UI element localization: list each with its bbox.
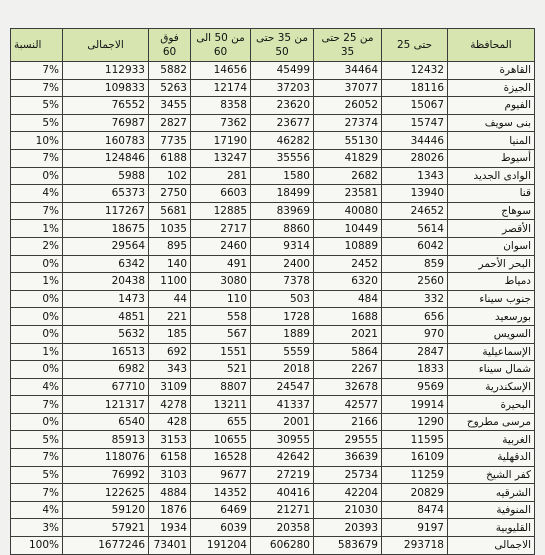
cell-50-60: 8358: [191, 97, 251, 115]
cell-25-35: 34464: [314, 62, 382, 80]
table-row: [11, 378, 535, 396]
cell-50-60: 17190: [191, 132, 251, 150]
header-50-60: من 50 الى 60: [191, 29, 251, 62]
cell-governorate: دمياط: [448, 273, 535, 291]
cell-25-35: 37077: [314, 79, 382, 97]
header-row: [11, 29, 535, 62]
cell-25-35: 484: [314, 290, 382, 308]
cell-percentage: 7%: [11, 202, 63, 220]
table-row: [11, 149, 535, 167]
cell-total: 67710: [63, 378, 149, 396]
cell-50-60: 6039: [191, 519, 251, 537]
cell-50-60: 567: [191, 325, 251, 343]
cell-under-25: 8474: [382, 501, 448, 519]
cell-total: 122625: [63, 484, 149, 502]
cell-percentage: 0%: [11, 255, 63, 273]
cell-governorate: المنوفية: [448, 501, 535, 519]
cell-percentage: 4%: [11, 501, 63, 519]
cell-25-35: 2021: [314, 325, 382, 343]
cell-total: 76552: [63, 97, 149, 115]
table-row: [11, 202, 535, 220]
cell-total: 85913: [63, 431, 149, 449]
cell-under-25: 11259: [382, 466, 448, 484]
cell-25-35: 40080: [314, 202, 382, 220]
cell-35-50: 2400: [251, 255, 314, 273]
cell-25-35: 26052: [314, 97, 382, 115]
cell-25-35: 25734: [314, 466, 382, 484]
cell-percentage: 2%: [11, 237, 63, 255]
cell-percentage: 10%: [11, 132, 63, 150]
table-row: [11, 325, 535, 343]
cell-percentage: 1%: [11, 220, 63, 238]
cell-50-60: 655: [191, 413, 251, 431]
cell-under-25: 2847: [382, 343, 448, 361]
cell-over-60: 102: [149, 167, 191, 185]
cell-25-35: 41829: [314, 149, 382, 167]
cell-25-35: 27374: [314, 114, 382, 132]
cell-total: 6982: [63, 361, 149, 379]
cell-governorate: الشرقيه: [448, 484, 535, 502]
cell-50-60: 558: [191, 308, 251, 326]
cell-percentage: 0%: [11, 325, 63, 343]
cell-25-35: 29555: [314, 431, 382, 449]
cell-35-50: 24547: [251, 378, 314, 396]
cell-25-35: 2267: [314, 361, 382, 379]
cell-35-50: 1728: [251, 308, 314, 326]
cell-total: 76992: [63, 466, 149, 484]
cell-under-25: 24652: [382, 202, 448, 220]
cell-35-50: 45499: [251, 62, 314, 80]
cell-total: 76987: [63, 114, 149, 132]
cell-total: 29564: [63, 237, 149, 255]
cell-percentage: 7%: [11, 396, 63, 414]
table-row: [11, 484, 535, 502]
cell-governorate: الوادى الجديد: [448, 167, 535, 185]
cell-percentage: 3%: [11, 519, 63, 537]
cell-35-50: 2018: [251, 361, 314, 379]
table-row: [11, 308, 535, 326]
cell-under-25: 34446: [382, 132, 448, 150]
cell-over-60: 2827: [149, 114, 191, 132]
cell-50-60: 16528: [191, 449, 251, 467]
cell-35-50: 7378: [251, 273, 314, 291]
cell-total: 6342: [63, 255, 149, 273]
cell-total: 121317: [63, 396, 149, 414]
cell-50-60: 281: [191, 167, 251, 185]
cell-35-50: 37203: [251, 79, 314, 97]
cell-under-25: 9197: [382, 519, 448, 537]
cell-total: 57921: [63, 519, 149, 537]
cell-over-60: 221: [149, 308, 191, 326]
cell-over-60: 3455: [149, 97, 191, 115]
cell-percentage: 1%: [11, 273, 63, 291]
table-row: [11, 62, 535, 80]
cell-percentage: 5%: [11, 431, 63, 449]
cell-25-35: 55130: [314, 132, 382, 150]
cell-percentage: 0%: [11, 167, 63, 185]
cell-total: 124846: [63, 149, 149, 167]
cell-35-50: 40416: [251, 484, 314, 502]
cell-total: 20438: [63, 273, 149, 291]
cell-over-60: 5882: [149, 62, 191, 80]
cell-under-25: 18116: [382, 79, 448, 97]
cell-35-50: 21271: [251, 501, 314, 519]
cell-under-25: 1343: [382, 167, 448, 185]
table-row: [11, 449, 535, 467]
table-row: [11, 220, 535, 238]
cell-under-25: 656: [382, 308, 448, 326]
cell-governorate: القاهرة: [448, 62, 535, 80]
cell-governorate: الفيوم: [448, 97, 535, 115]
cell-governorate: جنوب سيناء: [448, 290, 535, 308]
cell-total: 117267: [63, 202, 149, 220]
cell-over-60: 343: [149, 361, 191, 379]
cell-over-60: 6158: [149, 449, 191, 467]
total-cell-percentage: 100%: [11, 537, 63, 555]
cell-over-60: 3103: [149, 466, 191, 484]
cell-under-25: 16109: [382, 449, 448, 467]
cell-total: 109833: [63, 79, 149, 97]
cell-percentage: 7%: [11, 62, 63, 80]
total-cell-25-35: 583679: [314, 537, 382, 555]
cell-50-60: 10655: [191, 431, 251, 449]
header-under-25: حتى 25: [382, 29, 448, 62]
cell-under-25: 970: [382, 325, 448, 343]
table-row: [11, 431, 535, 449]
cell-over-60: 1100: [149, 273, 191, 291]
header-35-50: من 35 حتى 50: [251, 29, 314, 62]
cell-35-50: 5559: [251, 343, 314, 361]
cell-50-60: 2717: [191, 220, 251, 238]
cell-governorate: اسوان: [448, 237, 535, 255]
cell-under-25: 13940: [382, 185, 448, 203]
cell-50-60: 12174: [191, 79, 251, 97]
cell-over-60: 428: [149, 413, 191, 431]
cell-35-50: 41337: [251, 396, 314, 414]
cell-over-60: 140: [149, 255, 191, 273]
cell-35-50: 8860: [251, 220, 314, 238]
cell-over-60: 895: [149, 237, 191, 255]
cell-25-35: 42204: [314, 484, 382, 502]
cell-total: 59120: [63, 501, 149, 519]
table-row: [11, 361, 535, 379]
cell-total: 112933: [63, 62, 149, 80]
cell-35-50: 27219: [251, 466, 314, 484]
cell-governorate: الجيزة: [448, 79, 535, 97]
cell-total: 16513: [63, 343, 149, 361]
cell-25-35: 6320: [314, 273, 382, 291]
cell-35-50: 9314: [251, 237, 314, 255]
cell-governorate: بنى سويف: [448, 114, 535, 132]
cell-35-50: 1580: [251, 167, 314, 185]
cell-under-25: 12432: [382, 62, 448, 80]
cell-35-50: 46282: [251, 132, 314, 150]
cell-25-35: 32678: [314, 378, 382, 396]
table-row: [11, 114, 535, 132]
cell-35-50: 23620: [251, 97, 314, 115]
cell-under-25: 11595: [382, 431, 448, 449]
cell-50-60: 3080: [191, 273, 251, 291]
cell-under-25: 1833: [382, 361, 448, 379]
cell-percentage: 7%: [11, 79, 63, 97]
cell-50-60: 110: [191, 290, 251, 308]
cell-percentage: 0%: [11, 308, 63, 326]
total-cell-governorate: الاجمالى: [448, 537, 535, 555]
table-row: [11, 501, 535, 519]
cell-under-25: 859: [382, 255, 448, 273]
cell-percentage: 7%: [11, 449, 63, 467]
cell-percentage: 5%: [11, 466, 63, 484]
cell-35-50: 2001: [251, 413, 314, 431]
cell-governorate: الإسماعيلية: [448, 343, 535, 361]
cell-over-60: 7735: [149, 132, 191, 150]
cell-total: 5988: [63, 167, 149, 185]
cell-over-60: 692: [149, 343, 191, 361]
cell-total: 1473: [63, 290, 149, 308]
cell-35-50: 1889: [251, 325, 314, 343]
cell-percentage: 5%: [11, 114, 63, 132]
governorate-age-table: [10, 28, 535, 555]
cell-under-25: 5614: [382, 220, 448, 238]
cell-25-35: 23581: [314, 185, 382, 203]
cell-governorate: الدقهلية: [448, 449, 535, 467]
cell-35-50: 42642: [251, 449, 314, 467]
cell-percentage: 5%: [11, 97, 63, 115]
cell-50-60: 6469: [191, 501, 251, 519]
table-row: [11, 167, 535, 185]
cell-governorate: القليوبية: [448, 519, 535, 537]
cell-50-60: 8807: [191, 378, 251, 396]
table-row: [11, 237, 535, 255]
cell-35-50: 35556: [251, 149, 314, 167]
table-row: [11, 519, 535, 537]
cell-25-35: 2166: [314, 413, 382, 431]
cell-50-60: 9677: [191, 466, 251, 484]
cell-35-50: 23677: [251, 114, 314, 132]
cell-percentage: 0%: [11, 290, 63, 308]
cell-governorate: البحر الأحمر: [448, 255, 535, 273]
cell-25-35: 36639: [314, 449, 382, 467]
table-row: [11, 343, 535, 361]
header-over-60: فوق 60: [149, 29, 191, 62]
table-row: [11, 97, 535, 115]
header-percentage: النسبة: [11, 29, 63, 62]
cell-percentage: 4%: [11, 378, 63, 396]
cell-percentage: 0%: [11, 413, 63, 431]
table-row: [11, 466, 535, 484]
cell-under-25: 28026: [382, 149, 448, 167]
cell-governorate: المنيا: [448, 132, 535, 150]
cell-over-60: 2750: [149, 185, 191, 203]
cell-over-60: 185: [149, 325, 191, 343]
cell-governorate: قنا: [448, 185, 535, 203]
cell-total: 118076: [63, 449, 149, 467]
cell-50-60: 1551: [191, 343, 251, 361]
cell-under-25: 332: [382, 290, 448, 308]
cell-under-25: 2560: [382, 273, 448, 291]
total-cell-under-25: 293718: [382, 537, 448, 555]
table-row: [11, 413, 535, 431]
cell-25-35: 2682: [314, 167, 382, 185]
cell-over-60: 44: [149, 290, 191, 308]
cell-total: 65373: [63, 185, 149, 203]
cell-35-50: 503: [251, 290, 314, 308]
cell-25-35: 42577: [314, 396, 382, 414]
cell-governorate: الغربية: [448, 431, 535, 449]
cell-under-25: 9569: [382, 378, 448, 396]
cell-25-35: 10449: [314, 220, 382, 238]
cell-percentage: 0%: [11, 361, 63, 379]
cell-50-60: 2460: [191, 237, 251, 255]
table-row: [11, 273, 535, 291]
cell-50-60: 14656: [191, 62, 251, 80]
cell-50-60: 521: [191, 361, 251, 379]
table-row: [11, 185, 535, 203]
total-row: [11, 537, 535, 555]
cell-under-25: 15747: [382, 114, 448, 132]
cell-percentage: 1%: [11, 343, 63, 361]
cell-total: 4851: [63, 308, 149, 326]
cell-50-60: 491: [191, 255, 251, 273]
cell-over-60: 4278: [149, 396, 191, 414]
total-cell-total: 1677246: [63, 537, 149, 555]
table-header: [11, 29, 535, 62]
cell-total: 5632: [63, 325, 149, 343]
cell-50-60: 13211: [191, 396, 251, 414]
cell-over-60: 1876: [149, 501, 191, 519]
total-cell-over-60: 73401: [149, 537, 191, 555]
cell-25-35: 20393: [314, 519, 382, 537]
cell-under-25: 19914: [382, 396, 448, 414]
cell-50-60: 7362: [191, 114, 251, 132]
cell-25-35: 1688: [314, 308, 382, 326]
cell-35-50: 30955: [251, 431, 314, 449]
data-table-container: [10, 28, 534, 555]
cell-50-60: 12885: [191, 202, 251, 220]
cell-governorate: سوهاج: [448, 202, 535, 220]
cell-over-60: 6188: [149, 149, 191, 167]
header-total: الاجمالى: [63, 29, 149, 62]
table-row: [11, 255, 535, 273]
table-row: [11, 79, 535, 97]
cell-over-60: 1035: [149, 220, 191, 238]
total-cell-35-50: 606280: [251, 537, 314, 555]
cell-50-60: 13247: [191, 149, 251, 167]
cell-over-60: 5263: [149, 79, 191, 97]
cell-governorate: مرسى مطروح: [448, 413, 535, 431]
cell-35-50: 83969: [251, 202, 314, 220]
cell-25-35: 5864: [314, 343, 382, 361]
cell-over-60: 3153: [149, 431, 191, 449]
cell-under-25: 1290: [382, 413, 448, 431]
cell-under-25: 15067: [382, 97, 448, 115]
cell-total: 18675: [63, 220, 149, 238]
cell-50-60: 6603: [191, 185, 251, 203]
table-body: [11, 62, 535, 555]
cell-over-60: 4884: [149, 484, 191, 502]
cell-governorate: أسيوط: [448, 149, 535, 167]
cell-over-60: 3109: [149, 378, 191, 396]
cell-25-35: 10889: [314, 237, 382, 255]
header-25-35: من 25 حتى 35: [314, 29, 382, 62]
total-cell-50-60: 191204: [191, 537, 251, 555]
cell-total: 160783: [63, 132, 149, 150]
cell-governorate: البحيرة: [448, 396, 535, 414]
cell-percentage: 7%: [11, 484, 63, 502]
cell-over-60: 1934: [149, 519, 191, 537]
table-row: [11, 396, 535, 414]
table-row: [11, 132, 535, 150]
table-row: [11, 290, 535, 308]
header-governorate: المحافظة: [448, 29, 535, 62]
cell-over-60: 5681: [149, 202, 191, 220]
cell-governorate: الأقصر: [448, 220, 535, 238]
cell-under-25: 20829: [382, 484, 448, 502]
cell-35-50: 18499: [251, 185, 314, 203]
cell-under-25: 6042: [382, 237, 448, 255]
cell-total: 6540: [63, 413, 149, 431]
cell-governorate: بورسعيد: [448, 308, 535, 326]
cell-25-35: 21030: [314, 501, 382, 519]
cell-percentage: 4%: [11, 185, 63, 203]
cell-governorate: كفر الشيخ: [448, 466, 535, 484]
cell-governorate: السويس: [448, 325, 535, 343]
cell-governorate: الإسكندرية: [448, 378, 535, 396]
cell-50-60: 14352: [191, 484, 251, 502]
cell-governorate: شمال سيناء: [448, 361, 535, 379]
cell-25-35: 2452: [314, 255, 382, 273]
cell-35-50: 20358: [251, 519, 314, 537]
cell-percentage: 7%: [11, 149, 63, 167]
